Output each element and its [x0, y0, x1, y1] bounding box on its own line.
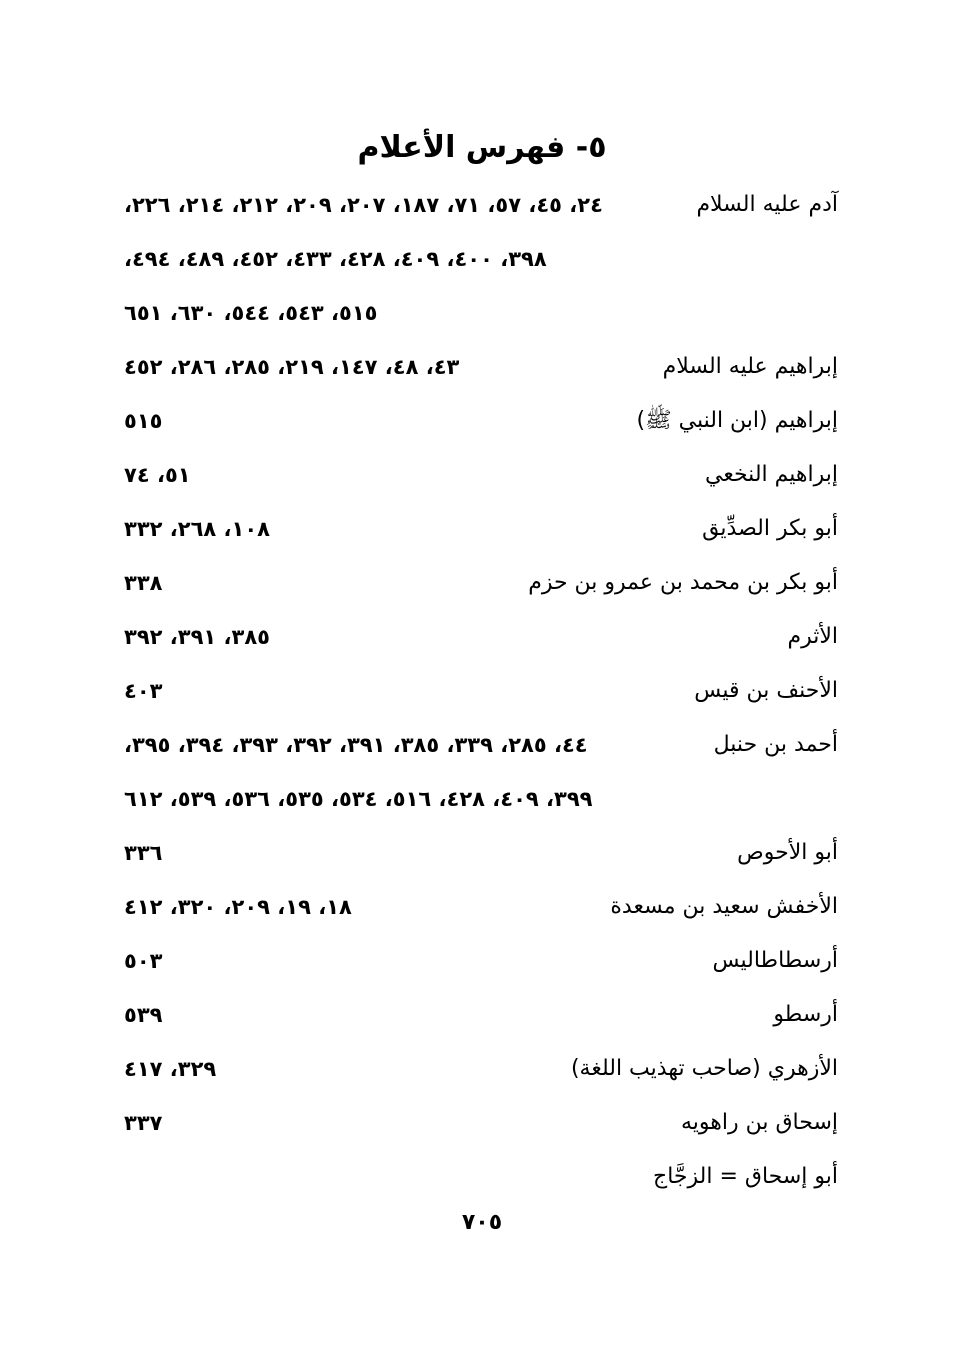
entry-pages: ٥١، ٧٤	[124, 463, 191, 487]
index-entry	[124, 1046, 838, 1100]
index-entry	[124, 668, 838, 722]
entry-pages: ٣٣٨	[124, 571, 163, 595]
index-entry	[124, 452, 838, 506]
entry-pages: ٥٠٣	[124, 949, 163, 973]
entry-pages: ١٠٨، ٢٦٨، ٣٣٢	[124, 517, 270, 541]
index-entry	[124, 830, 838, 884]
entry-name: أبو بكر بن محمد بن عمرو بن حزم	[528, 570, 838, 595]
page-number: ٧٠٥	[461, 1210, 503, 1235]
entry-name: أبو إسحاق = الزجَّاج	[653, 1164, 838, 1189]
entry-pages: ٤٣، ٤٨، ١٤٧، ٢١٩، ٢٨٥، ٢٨٦، ٤٥٢	[124, 355, 460, 379]
index-entry	[124, 722, 838, 776]
entry-pages: ١٨، ١٩، ٢٠٩، ٣٢٠، ٤١٢	[124, 895, 352, 919]
index-entry	[124, 1100, 838, 1154]
entry-name: الأحنف بن قيس	[694, 678, 838, 703]
entry-name: أرسطاطاليس	[712, 948, 838, 973]
entry-pages: ٤٤، ٢٨٥، ٣٣٩، ٣٨٥، ٣٩١، ٣٩٢، ٣٩٣، ٣٩٤، ٣٩٥،	[124, 733, 588, 757]
index-entry-continuation	[124, 236, 838, 290]
page-title: ٥- فهرس الأعلام	[357, 130, 607, 165]
index-entry	[124, 182, 838, 236]
entry-name: أبو الأحوص	[737, 840, 838, 865]
entry-pages: ٣٨٥، ٣٩١، ٣٩٢	[124, 625, 270, 649]
entry-name: أرسطو	[773, 1002, 838, 1027]
entry-pages: ٣٩٩، ٤٠٩، ٤٢٨، ٥١٦، ٥٣٤، ٥٣٥، ٥٣٦، ٥٣٩، ٦١٢	[124, 787, 593, 811]
names-index-list	[124, 182, 838, 1208]
entry-name: الأخفش سعيد بن مسعدة	[610, 894, 838, 919]
entry-pages: ٥٣٩	[124, 1003, 163, 1027]
entry-pages: ٢٤، ٤٥، ٥٧، ٧١، ١٨٧، ٢٠٧، ٢٠٩، ٢١٢، ٢١٤، ٢٢٦،	[124, 193, 603, 217]
entry-name: الأثرم	[787, 624, 838, 649]
index-entry	[124, 992, 838, 1046]
entry-name: إبراهيم (ابن النبي ﷺ)	[636, 408, 838, 433]
entry-pages: ٤٠٣	[124, 679, 163, 703]
entry-name: إبراهيم عليه السلام	[662, 354, 838, 379]
entry-pages: ٥١٥	[124, 409, 163, 433]
index-entry	[124, 506, 838, 560]
entry-pages: ٣٣٦	[124, 841, 163, 865]
index-entry-continuation	[124, 290, 838, 344]
index-entry	[124, 344, 838, 398]
index-entry	[124, 884, 838, 938]
index-entry	[124, 1154, 838, 1208]
entry-pages: ٣٣٧	[124, 1111, 163, 1135]
index-entry	[124, 398, 838, 452]
entry-name: إسحاق بن راهويه	[681, 1110, 838, 1135]
index-entry	[124, 938, 838, 992]
index-entry-continuation	[124, 776, 838, 830]
entry-name: أبو بكر الصدِّيق	[702, 516, 838, 541]
entry-pages: ٥١٥، ٥٤٣، ٥٤٤، ٦٣٠، ٦٥١	[124, 301, 378, 325]
entry-name: أحمد بن حنبل	[713, 732, 838, 757]
index-entry	[124, 614, 838, 668]
entry-name: إبراهيم النخعي	[705, 462, 838, 487]
entry-name: آدم عليه السلام	[696, 192, 838, 217]
entry-pages: ٣٩٨، ٤٠٠، ٤٠٩، ٤٢٨، ٤٣٣، ٤٥٢، ٤٨٩، ٤٩٤،	[124, 247, 547, 271]
entry-name: الأزهري (صاحب تهذيب اللغة)	[570, 1056, 838, 1081]
entry-pages: ٣٢٩، ٤١٧	[124, 1057, 217, 1081]
index-entry	[124, 560, 838, 614]
